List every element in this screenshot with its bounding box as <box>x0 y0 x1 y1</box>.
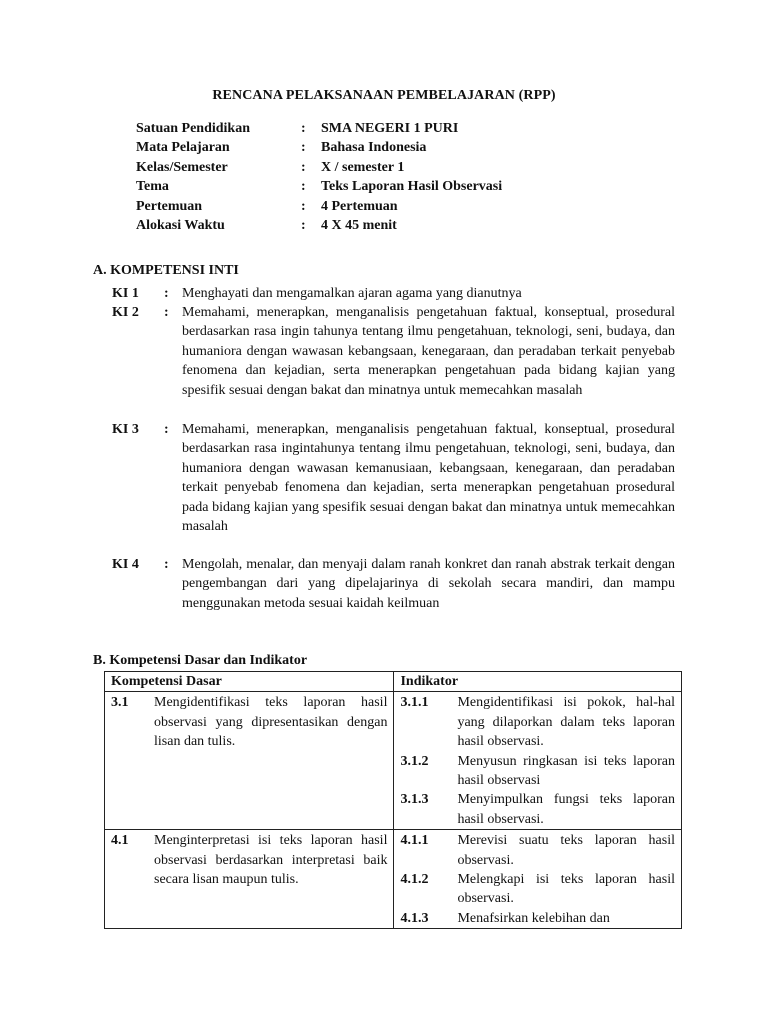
indicator-text: Menyusun ringkasan isi teks laporan hasil observasi <box>457 753 675 789</box>
indicator-number: 4.1.2 <box>400 872 429 888</box>
indicator-item <box>400 790 681 829</box>
indicator-number: 3.1.1 <box>400 695 429 711</box>
identity-colon: : <box>301 159 306 175</box>
ki-label: KI 2 <box>112 305 139 320</box>
identity-label: Satuan Pendidikan <box>136 121 250 136</box>
identity-label: Kelas/Semester <box>136 159 228 175</box>
ki-text: Menghayati dan mengamalkan ajaran agama yang dianutnya <box>182 286 522 301</box>
identity-value: Teks Laporan Hasil Observasi <box>321 179 503 195</box>
ki-item <box>112 420 675 536</box>
identity-value: SMA NEGERI 1 PURI <box>321 121 459 136</box>
table-row <box>105 830 682 929</box>
identity-label: Pertemuan <box>136 198 203 214</box>
identity-row <box>136 216 502 235</box>
indicator-item <box>400 909 681 928</box>
kd-cell <box>105 830 394 929</box>
identity-value: 4 X 45 menit <box>321 218 397 234</box>
indicator-number: 4.1.1 <box>400 833 429 849</box>
ki-text: Memahami, menerapkan, menganalisis pengetahuan faktual, konseptual, prosedural berdasarkan rasa ingintahunya tentang ilmu pengetahuan, teknologi, seni, budaya, dan humaniora dengan wawasan kemanusiaan, kebangsaan, kenegaraan, dan peradaban terkait penyebab fenomena dan kejadian, serta menerapkan pengetahuan prosedural pada bidang kajian yang spesifik sesuai dengan bakat dan minatnya untuk memecahkan masalah <box>182 422 675 535</box>
ki-item <box>112 284 675 303</box>
indicator-item <box>400 693 681 751</box>
indicator-number: 4.1.3 <box>400 910 429 926</box>
identity-value: 4 Pertemuan <box>321 198 398 214</box>
ki-colon: : <box>164 422 169 437</box>
ki-item <box>112 303 675 400</box>
table-header-row <box>105 672 682 692</box>
column-header-indikator: Indikator <box>394 672 682 692</box>
ki-item <box>112 555 675 613</box>
identity-block <box>136 119 502 235</box>
kd-text: Menginterpretasi isi teks laporan hasil observasi berdasarkan interpretasi baik secara lisan maupun tulis. <box>154 833 388 888</box>
document-title: RENCANA PELAKSANAAN PEMBELAJARAN (RPP) <box>212 88 556 103</box>
ki-label: KI 1 <box>112 286 139 301</box>
indicator-text: Mengidentifikasi isi pokok, hal-hal yang dilaporkan dalam teks laporan hasil observasi. <box>457 695 675 750</box>
indicator-item <box>400 752 681 791</box>
ki-text: Mengolah, menalar, dan menyaji dalam ranah konkret dan ranah abstrak terkait dengan pengembangan dari yang dipelajarinya di sekolah secara mandiri, dan mampu menggunakan metoda sesuai kaidah keilmuan <box>182 557 675 611</box>
identity-value: X / semester 1 <box>321 159 405 175</box>
identity-row <box>136 158 502 177</box>
identity-colon: : <box>301 121 306 136</box>
ki-text: Memahami, menerapkan, menganalisis pengetahuan faktual, konseptual, prosedural berdasarkan rasa ingin tahunya tentang ilmu pengetahuan, teknologi, seni, budaya, dan humaniora dengan wawasan kebangsaan, kenegaraan, dan peradaban terkait penyebab fenomena dan kejadian, serta menerapkan pengetahuan pada bidang kajian yang spesifik sesuai dengan bakat dan minatnya untuk memecahkan masalah <box>182 305 675 398</box>
kd-cell <box>105 692 394 830</box>
identity-label: Mata Pelajaran <box>136 140 230 156</box>
identity-colon: : <box>301 179 306 195</box>
indicator-number: 3.1.3 <box>400 792 429 808</box>
kd-number: 4.1 <box>111 833 129 849</box>
indicator-cell <box>394 692 682 830</box>
indicator-number: 3.1.2 <box>400 753 429 769</box>
indicator-text: Menyimpulkan fungsi teks laporan hasil observasi. <box>457 792 675 827</box>
indicator-cell <box>394 830 682 929</box>
identity-value: Bahasa Indonesia <box>321 140 427 156</box>
ki-colon: : <box>164 557 169 572</box>
identity-colon: : <box>301 198 306 214</box>
kd-number: 3.1 <box>111 695 129 711</box>
identity-label: Tema <box>136 179 169 195</box>
indicator-text: Merevisi suatu teks laporan hasil observasi. <box>457 833 675 868</box>
ki-label: KI 3 <box>112 422 139 437</box>
identity-label: Alokasi Waktu <box>136 218 225 234</box>
ki-colon: : <box>164 305 169 320</box>
ki-label: KI 4 <box>112 557 139 572</box>
section-a-heading: A. KOMPETENSI INTI <box>93 263 239 278</box>
competency-table <box>104 671 682 929</box>
identity-colon: : <box>301 140 306 156</box>
identity-row <box>136 119 502 138</box>
indicator-item <box>400 831 681 870</box>
column-header-kd: Kompetensi Dasar <box>105 672 394 692</box>
indicator-text: Melengkapi isi teks laporan hasil observasi. <box>457 872 675 907</box>
section-b-heading: B. Kompetensi Dasar dan Indikator <box>93 653 308 668</box>
identity-colon: : <box>301 218 306 234</box>
kd-text: Mengidentifikasi teks laporan hasil observasi yang dipresentasikan dengan lisan dan tulis. <box>154 695 388 750</box>
indicator-item <box>400 870 681 909</box>
ki-colon: : <box>164 286 169 301</box>
identity-row <box>136 197 502 216</box>
table-row <box>105 692 682 830</box>
identity-row <box>136 138 502 157</box>
identity-row <box>136 177 502 196</box>
indicator-text: Menafsirkan kelebihan dan <box>457 910 610 926</box>
